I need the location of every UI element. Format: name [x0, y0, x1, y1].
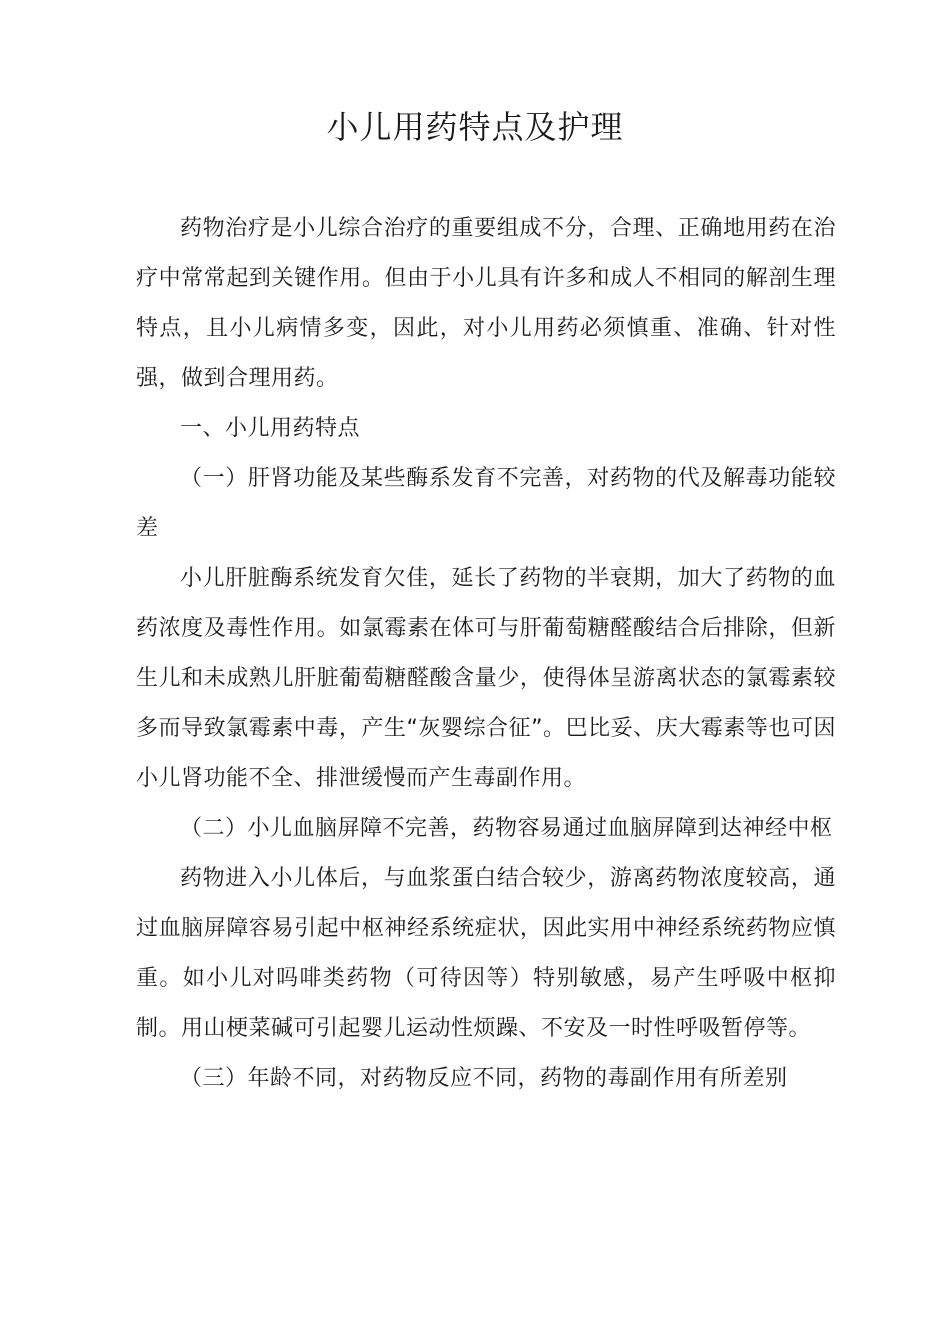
section-heading-1: 一、小儿用药特点	[180, 416, 361, 441]
paragraph-liver-kidney: 小儿肝脏酶系统发育欠佳，延长了药物的半衰期，加大了药物的血药浓度及毒性作用。如氯霉素在体可与肝葡萄糖醛酸结合后排除，但新生儿和未成熟儿肝脏葡萄糖醛酸含量少，使得体呈游离状态的氯霉素较多而导致氯霉素中毒，产生“灰婴综合征”。巴比妥、庆大霉素等也可因小儿肾功能不全、排泄缓慢而产生毒副作用。	[136, 566, 836, 791]
paragraph-intro: 药物治疗是小儿综合治疗的重要组成不分，合理、正确地用药在治疗中常常起到关键作用。但由于小儿具有许多和成人不相同的解剖生理特点，且小儿病情多变，因此，对小儿用药必须慎重、准确、针对性强，做到合理用药。	[136, 216, 836, 391]
subsection-heading-3: （三）年龄不同，对药物反应不同，药物的毒副作用有所差别	[180, 1066, 788, 1091]
document-body	[136, 204, 836, 1104]
document-title: 小儿用药特点及护理	[326, 108, 624, 146]
subsection-heading-1: （一）肝肾功能及某些酶系发育不完善，对药物的代及解毒功能较差	[136, 466, 836, 541]
subsection-heading-2: （二）小儿血脑屏障不完善，药物容易通过血脑屏障到达神经中枢	[180, 816, 833, 841]
paragraph-blood-brain-barrier: 药物进入小儿体后，与血浆蛋白结合较少，游离药物浓度较高，通过血脑屏障容易引起中枢神经系统症状，因此实用中神经系统药物应慎重。如小儿对吗啡类药物（可待因等）特别敏感，易产生呼吸中枢抑制。用山梗菜碱可引起婴儿运动性烦躁、不安及一时性呼吸暂停等。	[136, 866, 836, 1041]
